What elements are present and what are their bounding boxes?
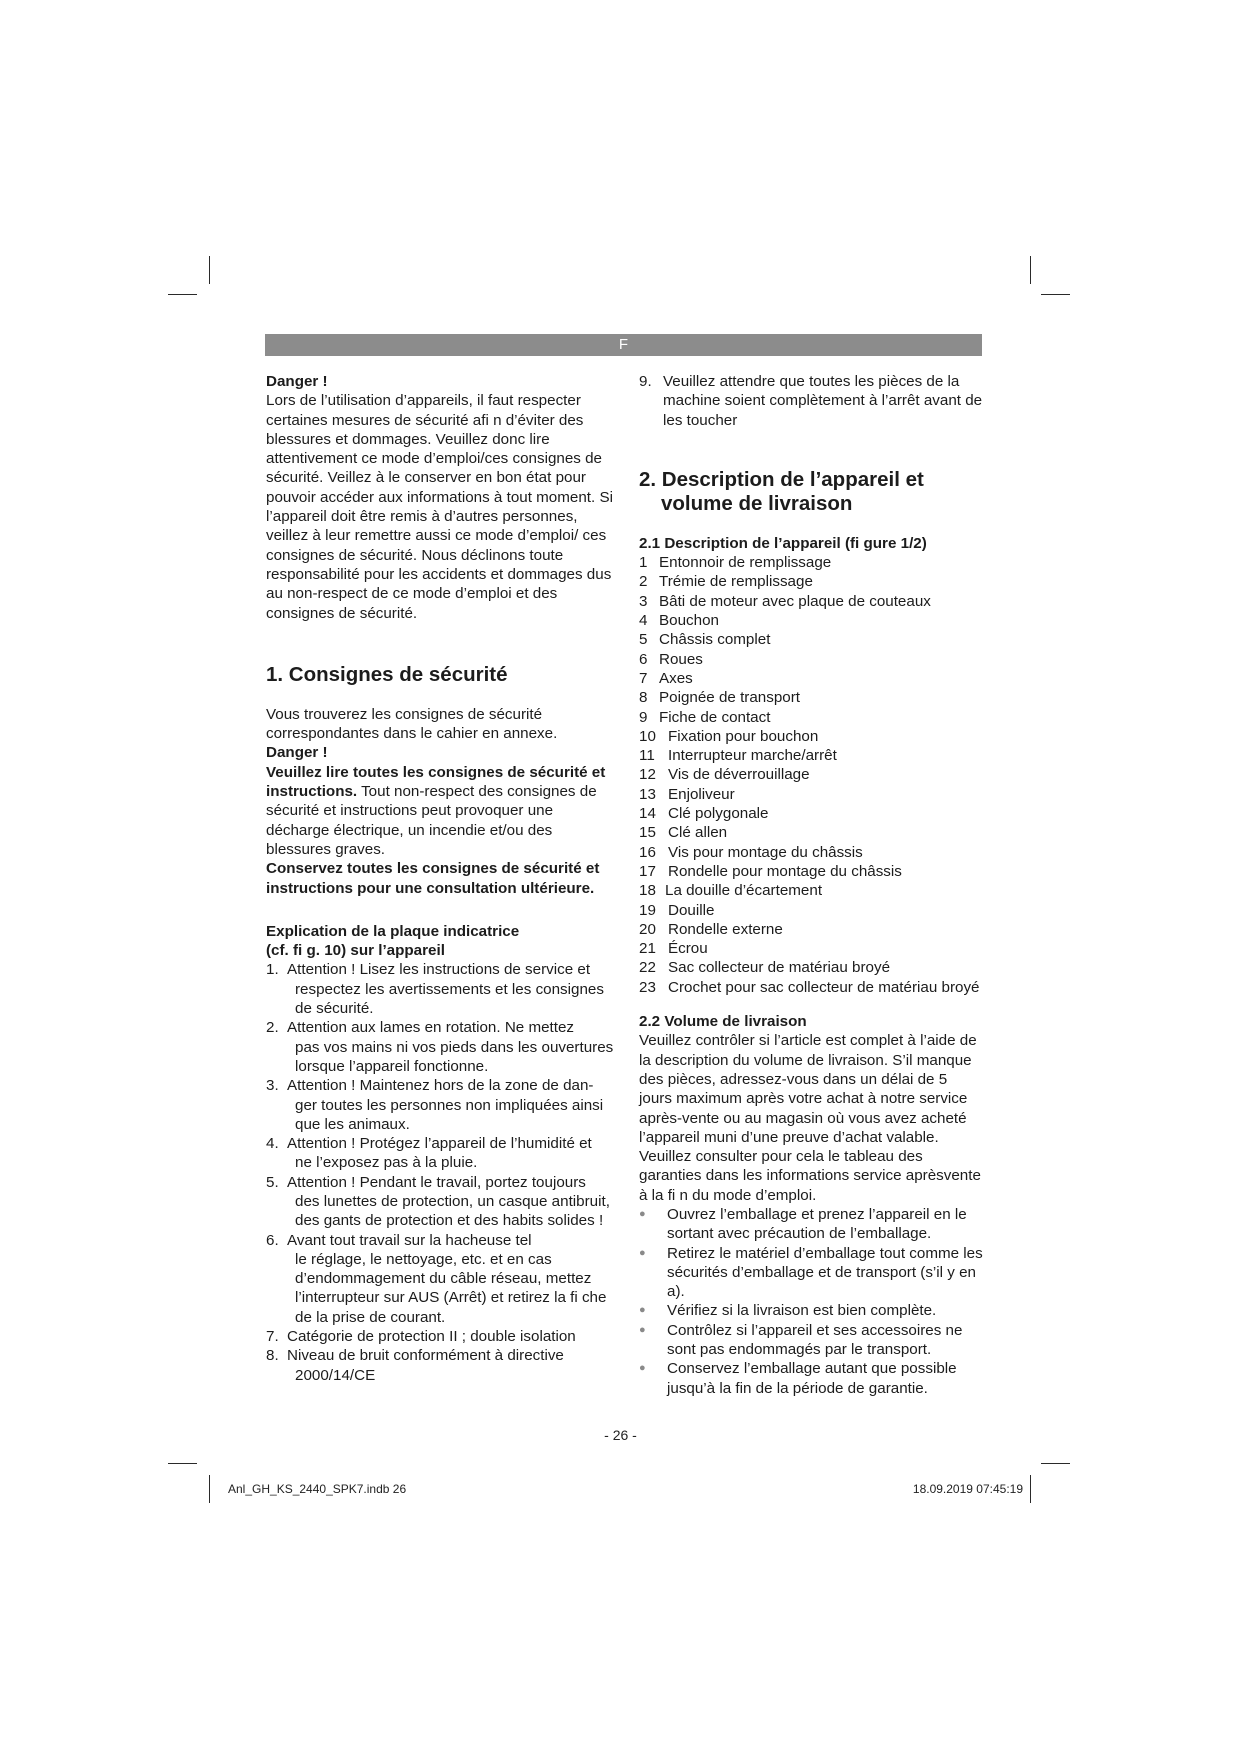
list-text: Veuillez attendre que toutes les pièces de la machine soient complètement à l’arrêt avant de les toucher xyxy=(663,373,983,429)
list-item xyxy=(266,960,616,1018)
danger-2-text: Tout non-respect des consignes de sécurité et instructions peut provoquer une décharge électrique, un incendie et/ou des blessures graves. xyxy=(266,783,597,858)
list-text-continued: 2000/14/CE xyxy=(295,1366,376,1384)
part-number: 21 xyxy=(639,940,656,958)
part-label: Roues xyxy=(659,650,703,668)
part-label: Rondelle pour montage du châssis xyxy=(668,862,902,880)
part-item xyxy=(639,920,984,939)
section-1-heading: 1. Consignes de sécurité xyxy=(266,662,508,686)
bullet-list xyxy=(639,1205,984,1398)
plate-list xyxy=(266,960,616,1385)
list-number: 2. xyxy=(266,1019,279,1037)
bullet-icon: ● xyxy=(639,1304,646,1317)
part-number: 5 xyxy=(639,631,648,649)
list-item xyxy=(266,1231,616,1327)
part-number: 4 xyxy=(639,612,648,630)
list-number: 8. xyxy=(266,1347,279,1365)
continued-list xyxy=(639,372,984,430)
part-number: 18 xyxy=(639,882,656,900)
language-label: F xyxy=(618,336,629,353)
list-text: Attention ! Maintenez hors de la zone de dan- xyxy=(287,1077,594,1095)
part-item xyxy=(639,881,984,900)
part-number: 20 xyxy=(639,920,656,938)
list-text: Attention aux lames en rotation. Ne mettez xyxy=(287,1019,575,1037)
bullet-item xyxy=(639,1205,984,1244)
part-label: Clé polygonale xyxy=(668,805,769,823)
part-number: 13 xyxy=(639,785,656,803)
print-timestamp: 18.09.2019 07:45:19 xyxy=(912,1482,1023,1496)
part-label: Fiche de contact xyxy=(659,708,771,726)
list-number: 4. xyxy=(266,1135,279,1153)
list-number: 6. xyxy=(266,1231,279,1249)
part-number: 9 xyxy=(639,708,648,726)
part-item xyxy=(639,785,984,804)
list-number: 9. xyxy=(639,373,652,390)
bullet-item xyxy=(639,1359,984,1398)
danger-title: Danger ! xyxy=(266,373,328,390)
part-number: 8 xyxy=(639,689,648,707)
part-label: Poignée de transport xyxy=(659,689,801,707)
list-text-continued: le réglage, le nettoyage, etc. et en cas d’endommagement du câble réseau, mettez l’interrupteur sur AUS (Arrêt) et retirez la fi che de la prise de courant. xyxy=(295,1250,607,1326)
right-column xyxy=(639,372,984,1398)
part-item xyxy=(639,688,984,707)
list-number: 5. xyxy=(266,1173,279,1191)
list-item xyxy=(639,372,984,430)
language-header-bar xyxy=(265,334,982,356)
part-label: Rondelle externe xyxy=(668,920,783,938)
part-item xyxy=(639,708,984,727)
part-label: Vis de déverrouillage xyxy=(668,766,810,784)
subsection-2-1-heading: 2.1 Description de l’appareil (fi gure 1/2) xyxy=(639,534,927,552)
part-label: Interrupteur marche/arrêt xyxy=(668,747,837,765)
list-text: Attention ! Pendant le travail, portez toujours xyxy=(287,1173,586,1191)
crop-mark xyxy=(168,294,197,295)
list-text-continued: ger toutes les personnes non impliquées ainsi que les animaux. xyxy=(295,1096,604,1133)
list-text-continued: respectez les avertissements et les consignes de sécurité. xyxy=(295,980,604,1018)
part-number: 11 xyxy=(639,747,655,765)
crop-mark xyxy=(1030,256,1031,284)
list-item xyxy=(266,1327,616,1346)
page-number: - 26 - xyxy=(604,1427,637,1443)
section-1-intro: Vous trouverez les consignes de sécurité correspondantes dans le cahier en annexe. xyxy=(266,705,558,743)
part-item xyxy=(639,669,984,688)
part-item xyxy=(639,978,984,997)
crop-mark xyxy=(168,1463,197,1464)
part-label: Vis pour montage du châssis xyxy=(668,843,863,861)
part-label: Écrou xyxy=(668,940,708,958)
list-number: 3. xyxy=(266,1077,279,1095)
parts-list xyxy=(639,553,984,997)
list-text-continued: pas vos mains ni vos pieds dans les ouvertures lorsque l’appareil fonctionne. xyxy=(295,1038,614,1075)
part-label: Enjoliveur xyxy=(668,785,735,803)
list-item xyxy=(266,1173,616,1231)
part-item xyxy=(639,823,984,842)
part-item xyxy=(639,553,984,572)
list-number: 7. xyxy=(266,1328,279,1346)
list-item xyxy=(266,1076,616,1134)
list-item xyxy=(266,1134,616,1173)
part-item xyxy=(639,939,984,958)
danger-paragraph: Lors de l’utilisation d’appareils, il faut respecter certaines mesures de sécurité afi n d’éviter des blessures et dommages. Veuillez donc lire attentivement ce mode d’emploi/ces consignes de sécurité. Veillez à le conserver en bon état pour pouvoir accéder aux informations à tout moment. Si l’appareil doit être remis à d’autres personnes, veillez à leur remettre aussi ce mode d’emploi/ ces consignes de sécurité. Nous déclinons toute responsabilité pour les accidents et dommages dus au non-respect de ce mode d’emploi et des consignes de sécurité. xyxy=(266,392,613,622)
subsection-2-2-paragraph: Veuillez contrôler si l’article est complet à l’aide de la description du volume de livraison. S’il manque des pièces, adressez-vous dans un délai de 5 jours maximum après votre achat à notre service après-vente ou au magasin où vous avez acheté l’appareil muni d’une preuve d’achat valable. Veuillez consulter pour cela le tableau des garanties dans les informations service aprèsvente à la fi n du mode d’emploi. xyxy=(639,1032,981,1204)
part-number: 6 xyxy=(639,650,648,668)
list-text-continued: des lunettes de protection, un casque antibruit, des gants de protection et des habits solides ! xyxy=(295,1192,610,1230)
part-number: 16 xyxy=(639,843,656,861)
list-text: Attention ! Lisez les instructions de service et xyxy=(287,961,591,979)
plate-heading-line-2: (cf. fi g. 10) sur l’appareil xyxy=(266,942,445,960)
keep-instructions: Conservez toutes les consignes de sécurité et instructions pour une consultation ultérieure. xyxy=(266,860,600,897)
part-label: Trémie de remplissage xyxy=(659,573,813,591)
left-column xyxy=(266,372,616,1385)
bullet-text: Ouvrez l’emballage et prenez l’appareil en le sortant avec précaution de l’emballage. xyxy=(667,1205,967,1243)
crop-mark xyxy=(209,256,210,284)
list-item xyxy=(266,1346,616,1385)
part-item xyxy=(639,843,984,862)
part-item xyxy=(639,901,984,920)
list-number: 1. xyxy=(266,961,279,979)
bullet-item xyxy=(639,1321,984,1360)
part-number: 1 xyxy=(639,554,648,572)
danger-title-2: Danger ! xyxy=(266,744,328,762)
part-label: Fixation pour bouchon xyxy=(668,727,819,745)
part-label: Clé allen xyxy=(668,824,728,842)
part-number: 22 xyxy=(639,959,656,977)
part-label: Bouchon xyxy=(659,612,719,630)
part-label: Bâti de moteur avec plaque de couteaux xyxy=(659,592,931,610)
part-item xyxy=(639,611,984,630)
part-number: 19 xyxy=(639,901,656,919)
section-2-heading-line-1: 2. Description de l’appareil et xyxy=(639,467,924,491)
part-label: Axes xyxy=(659,669,693,687)
part-item xyxy=(639,765,984,784)
file-name: Anl_GH_KS_2440_SPK7.indb 26 xyxy=(228,1482,407,1496)
bullet-text: Contrôlez si l’appareil et ses accessoires ne sont pas endommagés par le transport. xyxy=(667,1321,963,1359)
part-label: Châssis complet xyxy=(659,631,771,649)
part-number: 15 xyxy=(639,824,656,842)
part-item xyxy=(639,746,984,765)
part-item xyxy=(639,804,984,823)
bullet-icon: ● xyxy=(639,1362,646,1375)
part-number: 10 xyxy=(639,727,656,745)
part-label: Entonnoir de remplissage xyxy=(659,554,832,572)
part-item xyxy=(639,958,984,977)
bullet-text: Vérifiez si la livraison est bien complète. xyxy=(667,1302,937,1320)
bullet-text: Retirez le matériel d’emballage tout comme les sécurités d’emballage et de transport (s’il y en a). xyxy=(667,1244,983,1301)
crop-mark xyxy=(1030,1475,1031,1503)
part-label: Sac collecteur de matériau broyé xyxy=(668,959,891,977)
crop-mark xyxy=(1041,1463,1070,1464)
part-number: 17 xyxy=(639,862,656,880)
part-item xyxy=(639,862,984,881)
list-text: Catégorie de protection II ; double isolation xyxy=(287,1328,576,1346)
part-item xyxy=(639,727,984,746)
list-text: Niveau de bruit conformément à directive xyxy=(287,1347,564,1365)
crop-mark xyxy=(1041,294,1070,295)
list-text-continued: ne l’exposez pas à la pluie. xyxy=(295,1154,478,1172)
bullet-icon: ● xyxy=(639,1323,646,1336)
danger-2-bold: Veuillez lire toutes les consignes de sécurité et instructions. xyxy=(266,763,606,801)
section-2-heading-line-2: volume de livraison xyxy=(661,491,853,515)
part-number: 3 xyxy=(639,592,648,610)
part-label: La douille d’écartement xyxy=(665,882,823,900)
part-label: Douille xyxy=(668,901,715,919)
part-item xyxy=(639,572,984,591)
bullet-item xyxy=(639,1244,984,1302)
part-number: 12 xyxy=(639,766,656,784)
bullet-icon: ● xyxy=(639,1246,646,1259)
danger-2-paragraph xyxy=(266,763,616,859)
part-item xyxy=(639,650,984,669)
subsection-2-2-heading: 2.2 Volume de livraison xyxy=(639,1013,807,1031)
bullet-item xyxy=(639,1301,984,1320)
crop-mark xyxy=(209,1475,210,1503)
part-item xyxy=(639,630,984,649)
list-item xyxy=(266,1018,616,1076)
plate-heading-line-1: Explication de la plaque indicatrice xyxy=(266,922,520,940)
part-number: 23 xyxy=(639,978,656,996)
part-item xyxy=(639,592,984,611)
list-text: Attention ! Protégez l’appareil de l’humidité et xyxy=(287,1135,592,1153)
part-label: Crochet pour sac collecteur de matériau broyé xyxy=(668,978,980,996)
part-number: 7 xyxy=(639,669,648,687)
bullet-icon: ● xyxy=(639,1207,646,1220)
list-text: Avant tout travail sur la hacheuse tel xyxy=(287,1231,532,1249)
part-number: 2 xyxy=(639,573,648,591)
part-number: 14 xyxy=(639,805,656,823)
bullet-text: Conservez l’emballage autant que possible jusqu’à la fin de la période de garantie. xyxy=(667,1360,957,1397)
